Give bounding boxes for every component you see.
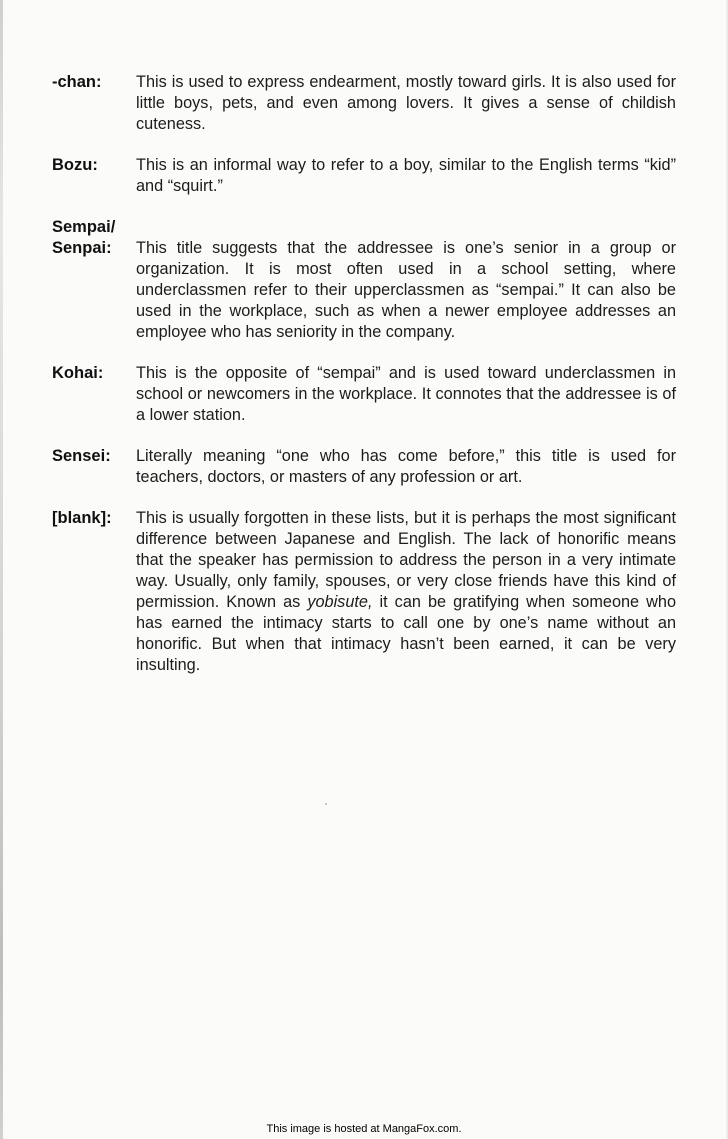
glossary-definition: This is used to express endearment, mostly toward girls. It is also used for little boys, pets, and even among lovers. It gives a sense of childish cuteness.: [136, 73, 676, 133]
glossary-term: [blank]:: [52, 509, 112, 527]
definition-text: it can be gratifying when someone who has earned the intimacy starts to call one by one’s name without an honorific. But when that intimacy hasn’t been earned, it can be very insulting.: [136, 593, 677, 674]
term-column: [52, 363, 136, 384]
term-column: [52, 508, 136, 529]
glossary-term: Bozu:: [52, 156, 98, 174]
glossary-term-line1: Sempai/: [52, 218, 116, 236]
glossary-entry-kohai: [52, 363, 676, 426]
page-left-edge: [0, 0, 3, 1139]
definition-text: This is usually forgotten in these lists, but it is perhaps the most significant difference between Japanese and English. The lack of honorific means that the speaker has permission to address the person in a very intimate way. Usually, only family, spouses, or very close friends have this kind of permission. Known as: [136, 509, 676, 611]
glossary-term: Kohai:: [52, 364, 104, 382]
glossary-entry-sempai-body: [52, 238, 676, 343]
print-speck: [325, 803, 327, 805]
glossary-definition: [136, 508, 676, 676]
glossary-definition: This is the opposite of “sempai” and is used toward underclassmen in school or newcomers in the workplace. It connotes that the addressee is of a lower station.: [136, 364, 676, 424]
term-column: [52, 72, 136, 93]
glossary-entry-sensei: [52, 446, 676, 488]
term-column: [52, 238, 136, 259]
honorifics-glossary: [52, 72, 676, 696]
hosting-credit: This image is hosted at MangaFox.com.: [266, 1123, 462, 1135]
term-column: [52, 155, 136, 176]
glossary-term: -chan:: [52, 73, 102, 91]
glossary-entry-bozu: [52, 155, 676, 197]
definition-italic-term: yobisute,: [307, 593, 373, 611]
glossary-definition: Literally meaning “one who has come before,” this title is used for teachers, doctors, or masters of any profession or art.: [136, 447, 676, 486]
term-column: [52, 446, 136, 467]
glossary-term: Sensei:: [52, 447, 111, 465]
glossary-definition: This is an informal way to refer to a boy, similar to the English terms “kid” and “squirt.”: [136, 156, 676, 195]
glossary-entry-blank: [52, 508, 676, 676]
glossary-entry-sempai: [52, 217, 676, 343]
glossary-entry-chan: [52, 72, 676, 135]
glossary-definition: This title suggests that the addressee is one’s senior in a group or organization. It is most often used in a school setting, where underclassmen refer to their upperclassmen as “sempai.” It can also be used in the workplace, such as when a newer employee addresses an employee who has seniority in the company.: [136, 239, 676, 341]
glossary-term: Senpai:: [52, 239, 112, 257]
